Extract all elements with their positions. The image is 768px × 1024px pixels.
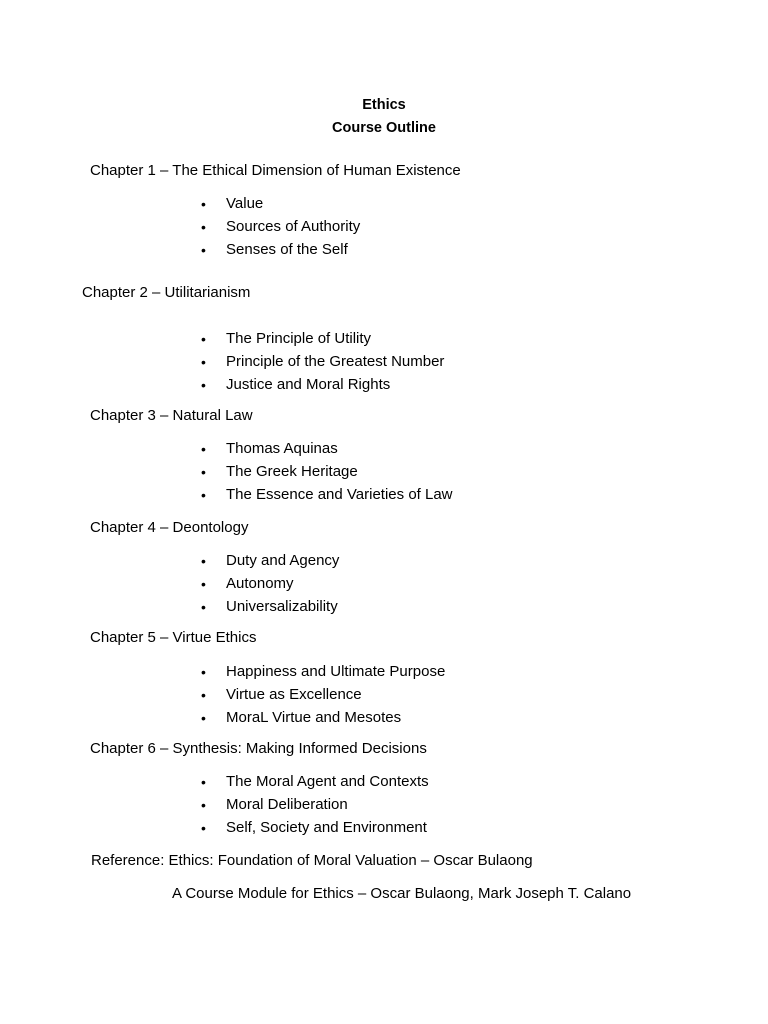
reference-line-secondary: A Course Module for Ethics – Oscar Bulaong, Mark Joseph T. Calano [172, 885, 632, 902]
topic-text: The Greek Heritage [226, 463, 358, 480]
document-subtitle: Course Outline [332, 120, 436, 136]
chapter-2-heading: Chapter 2 – Utilitarianism [82, 284, 251, 301]
chapter-3-heading: Chapter 3 – Natural Law [90, 407, 253, 424]
topic-text: Justice and Moral Rights [226, 376, 391, 393]
topic-text: Principle of the Greatest Number [226, 353, 445, 370]
topic-text: The Essence and Varieties of Law [226, 486, 453, 503]
bullet-icon: • [201, 196, 206, 212]
topic-text: Universalizability [226, 598, 338, 615]
document-title: Ethics [362, 97, 406, 113]
bullet-icon: • [201, 710, 206, 726]
topic-text: MoraL Virtue and Mesotes [226, 709, 402, 726]
topic-text: Happiness and Ultimate Purpose [226, 663, 446, 680]
bullet-icon: • [201, 820, 206, 836]
chapter-1-heading: Chapter 1 – The Ethical Dimension of Human Existence [90, 162, 461, 179]
topic-text: Self, Society and Environment [226, 819, 427, 836]
bullet-icon: • [201, 774, 206, 790]
chapter-6-heading: Chapter 6 – Synthesis: Making Informed Decisions [90, 740, 427, 757]
bullet-icon: • [201, 664, 206, 680]
topic-text: Thomas Aquinas [226, 440, 338, 457]
bullet-icon: • [201, 354, 206, 370]
topic-text: Senses of the Self [226, 241, 348, 258]
bullet-icon: • [201, 576, 206, 592]
bullet-icon: • [201, 242, 206, 258]
bullet-icon: • [201, 599, 206, 615]
topic-text: Value [226, 195, 264, 212]
bullet-icon: • [201, 377, 206, 393]
bullet-icon: • [201, 487, 206, 503]
chapter-4-heading: Chapter 4 – Deontology [90, 519, 249, 536]
reference-line: Reference: Ethics: Foundation of Moral Valuation – Oscar Bulaong [91, 852, 533, 869]
bullet-icon: • [201, 331, 206, 347]
chapter-5-heading: Chapter 5 – Virtue Ethics [90, 629, 257, 646]
bullet-icon: • [201, 219, 206, 235]
bullet-icon: • [201, 441, 206, 457]
topic-text: Duty and Agency [226, 552, 340, 569]
topic-text: Virtue as Excellence [226, 686, 362, 703]
bullet-icon: • [201, 687, 206, 703]
bullet-icon: • [201, 464, 206, 480]
topic-text: Moral Deliberation [226, 796, 348, 813]
bullet-icon: • [201, 797, 206, 813]
bullet-icon: • [201, 553, 206, 569]
topic-text: Sources of Authority [226, 218, 361, 235]
topic-text: Autonomy [226, 575, 294, 592]
topic-text: The Moral Agent and Contexts [226, 773, 429, 790]
topic-text: The Principle of Utility [226, 330, 372, 347]
